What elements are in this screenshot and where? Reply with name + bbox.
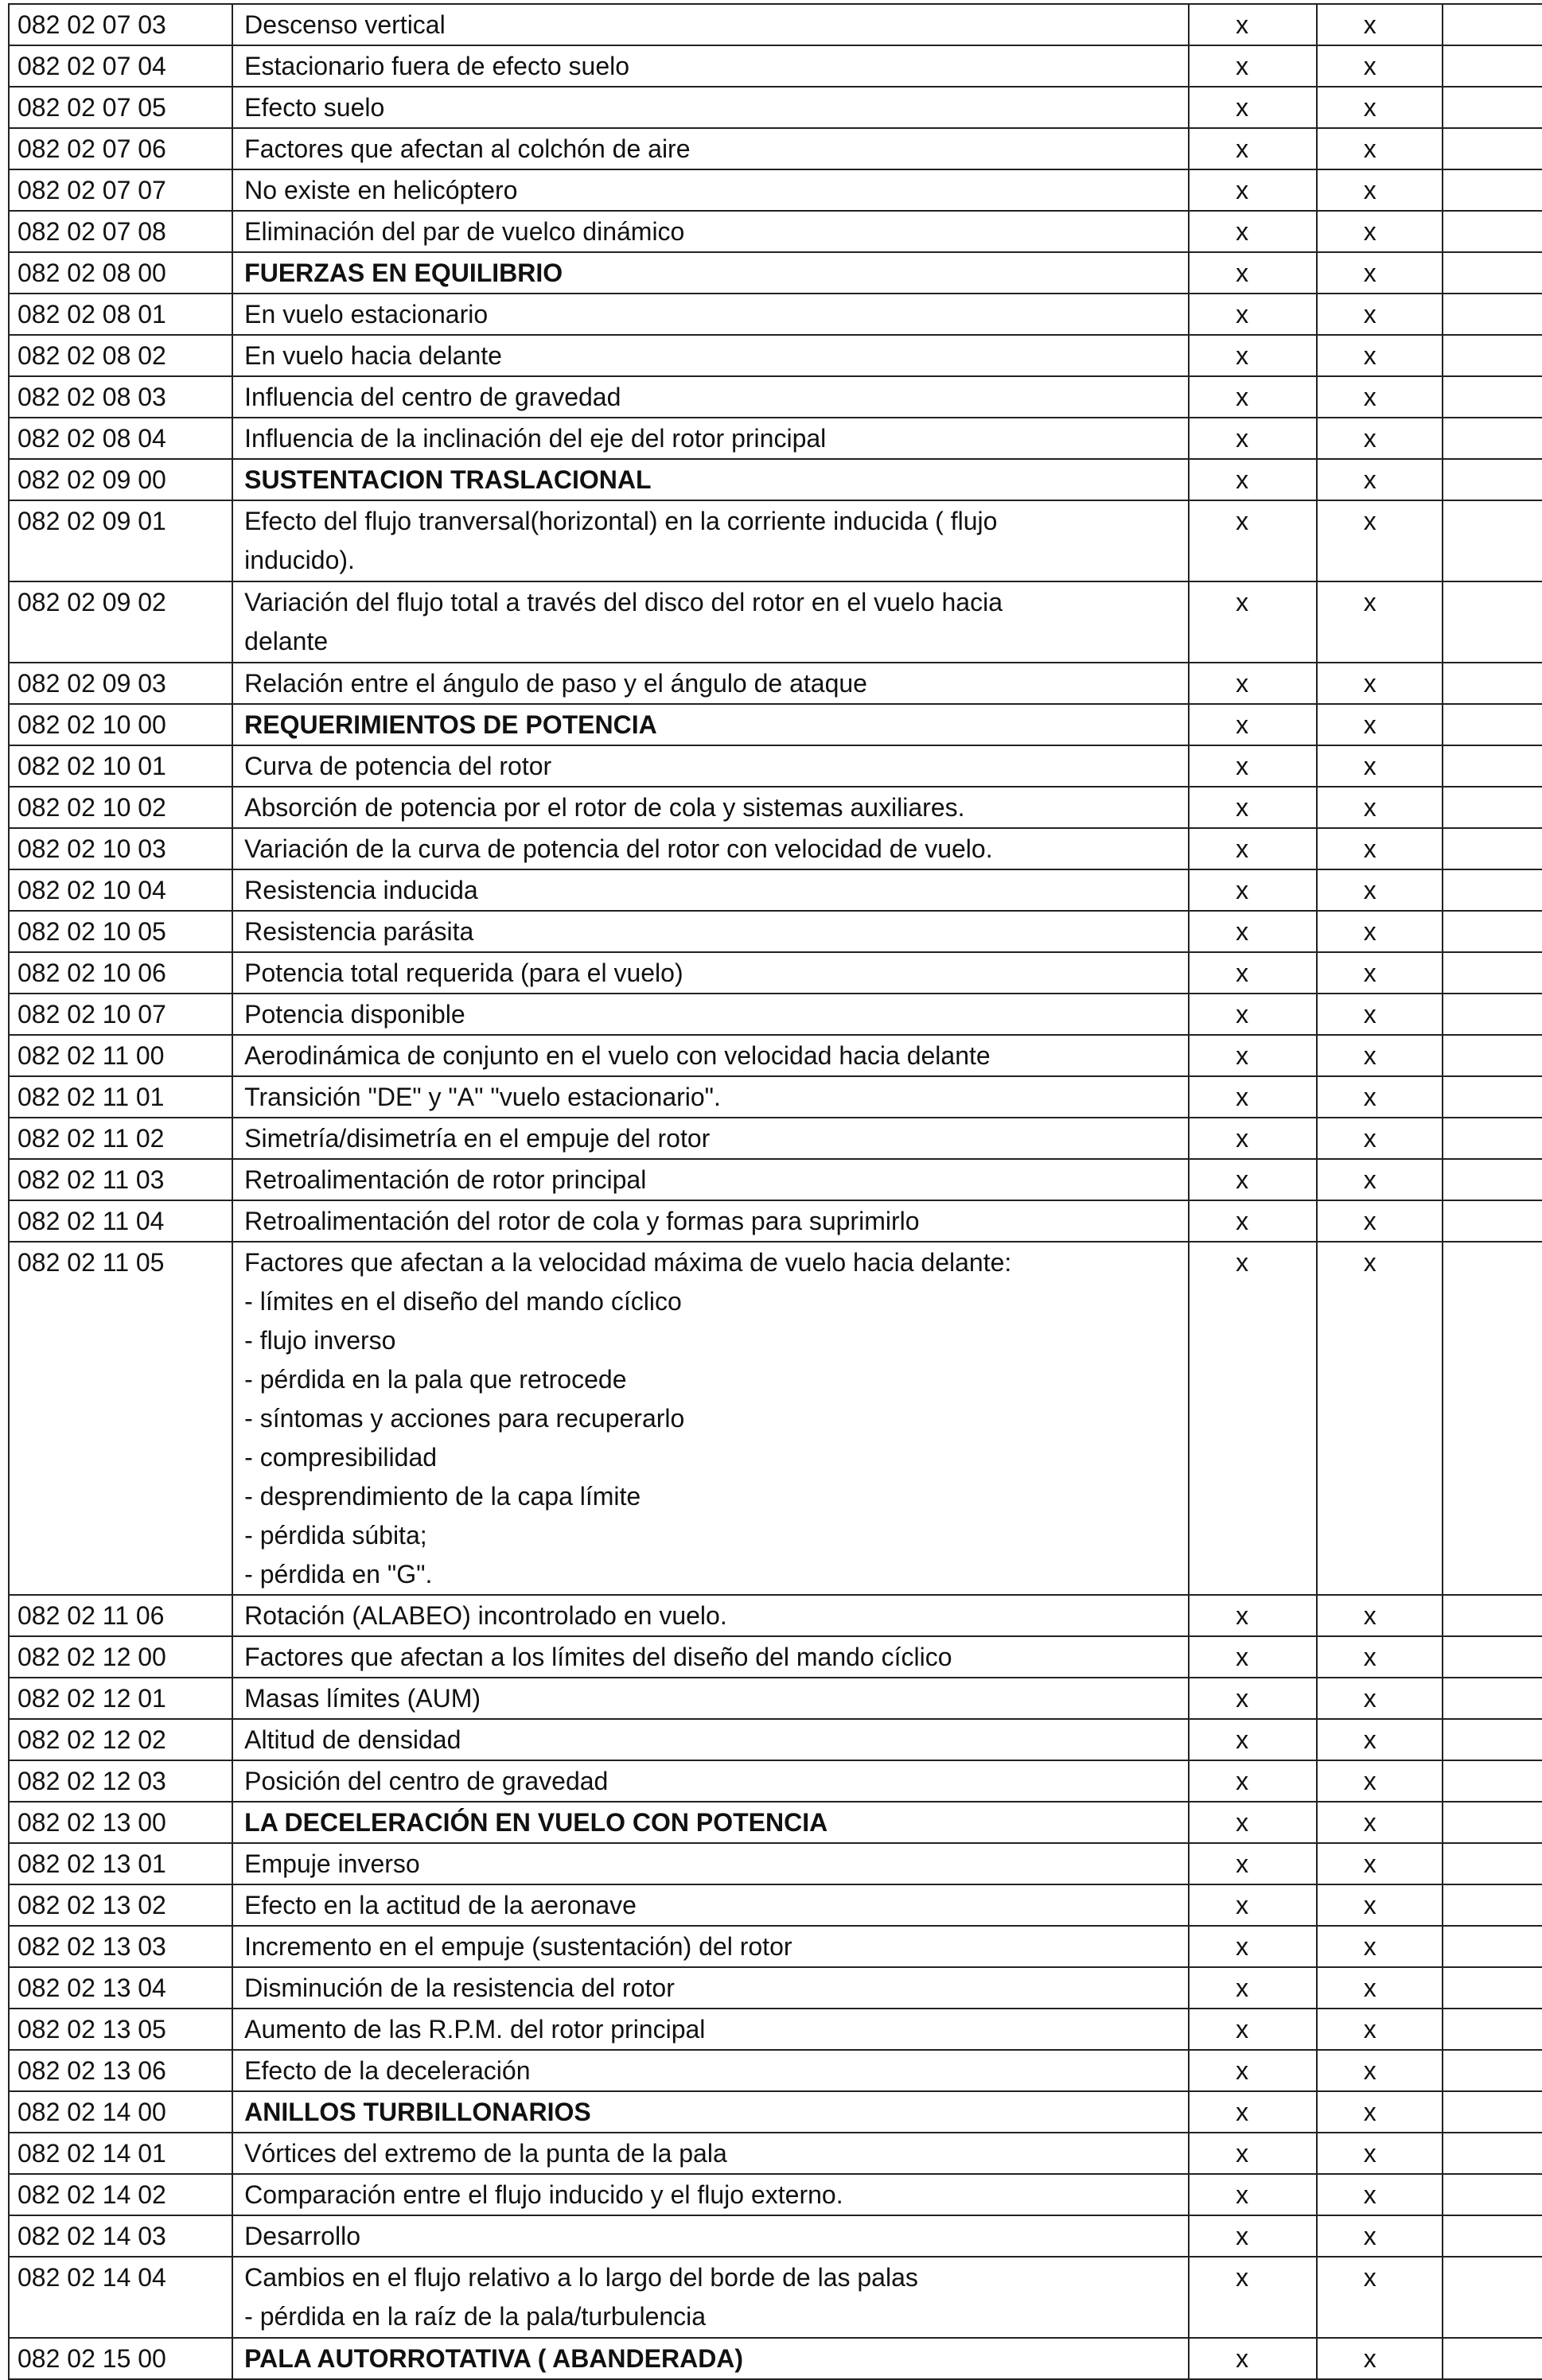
table-row — [9, 1035, 1542, 1076]
applicability-mark-cell-1: x — [1189, 1636, 1317, 1678]
subject-description-cell: Efecto de la deceleración — [232, 2050, 1189, 2091]
subject-description-cell: Potencia disponible — [232, 994, 1189, 1035]
subject-description-cell: Altitud de densidad — [232, 1719, 1189, 1760]
table-row — [9, 828, 1542, 869]
table-row — [9, 787, 1542, 828]
table-row — [9, 335, 1542, 376]
table-row — [9, 581, 1542, 663]
applicability-mark-cell-2: x — [1317, 1076, 1443, 1118]
subject-description-cell: Retroalimentación del rotor de cola y formas para suprimirlo — [232, 1200, 1189, 1242]
subject-description-cell: Rotación (ALABEO) incontrolado en vuelo. — [232, 1595, 1189, 1636]
empty-cell — [1443, 1159, 1542, 1200]
applicability-mark-cell-2: x — [1317, 994, 1443, 1035]
applicability-mark-cell-1: x — [1189, 994, 1317, 1035]
subject-code-cell: 082 02 10 01 — [9, 745, 232, 787]
table-row — [9, 2174, 1542, 2215]
applicability-mark-cell-2: x — [1317, 911, 1443, 952]
subject-code-cell: 082 02 10 07 — [9, 994, 232, 1035]
applicability-mark-cell-1: x — [1189, 294, 1317, 335]
subject-code-cell: 082 02 11 05 — [9, 1242, 232, 1595]
empty-cell — [1443, 911, 1542, 952]
applicability-mark-cell-2: x — [1317, 1843, 1443, 1884]
table-row — [9, 1242, 1542, 1595]
table-row — [9, 459, 1542, 500]
applicability-mark-cell-1: x — [1189, 4, 1317, 45]
applicability-mark-cell-2: x — [1317, 376, 1443, 418]
applicability-mark-cell-2: x — [1317, 828, 1443, 869]
empty-cell — [1443, 1595, 1542, 1636]
subject-description-cell: PALA AUTORROTATIVA ( ABANDERADA) — [232, 2338, 1189, 2379]
empty-cell — [1443, 1200, 1542, 1242]
subject-code-cell: 082 02 13 00 — [9, 1802, 232, 1843]
applicability-mark-cell-1: x — [1189, 952, 1317, 994]
table-row — [9, 211, 1542, 252]
applicability-mark-cell-2: x — [1317, 459, 1443, 500]
subject-code-cell: 082 02 07 06 — [9, 128, 232, 169]
subject-code-cell: 082 02 09 00 — [9, 459, 232, 500]
empty-cell — [1443, 2257, 1542, 2338]
empty-cell — [1443, 169, 1542, 211]
empty-cell — [1443, 459, 1542, 500]
subject-code-cell: 082 02 15 00 — [9, 2338, 232, 2379]
applicability-mark-cell-1: x — [1189, 45, 1317, 87]
applicability-mark-cell-2: x — [1317, 1926, 1443, 1967]
table-row — [9, 1760, 1542, 1802]
table-row — [9, 2091, 1542, 2133]
subject-code-cell: 082 02 10 06 — [9, 952, 232, 994]
subject-description-cell: Curva de potencia del rotor — [232, 745, 1189, 787]
applicability-mark-cell-1: x — [1189, 1843, 1317, 1884]
applicability-mark-cell-2: x — [1317, 87, 1443, 128]
subject-description-cell: Transición "DE" y "A" "vuelo estacionario". — [232, 1076, 1189, 1118]
applicability-mark-cell-2: x — [1317, 2133, 1443, 2174]
applicability-mark-cell-2: x — [1317, 2338, 1443, 2379]
applicability-mark-cell-2: x — [1317, 252, 1443, 294]
applicability-mark-cell-2: x — [1317, 1802, 1443, 1843]
table-row — [9, 663, 1542, 704]
subject-description-cell: ANILLOS TURBILLONARIOS — [232, 2091, 1189, 2133]
applicability-mark-cell-1: x — [1189, 1595, 1317, 1636]
applicability-mark-cell-2: x — [1317, 745, 1443, 787]
subject-description-cell: Comparación entre el flujo inducido y el flujo externo. — [232, 2174, 1189, 2215]
subject-description-cell: Potencia total requerida (para el vuelo) — [232, 952, 1189, 994]
empty-cell — [1443, 1926, 1542, 1967]
empty-cell — [1443, 1678, 1542, 1719]
table-row — [9, 1926, 1542, 1967]
applicability-mark-cell-1: x — [1189, 1159, 1317, 1200]
applicability-mark-cell-2: x — [1317, 2215, 1443, 2257]
empty-cell — [1443, 745, 1542, 787]
empty-cell — [1443, 2215, 1542, 2257]
table-row — [9, 1118, 1542, 1159]
applicability-mark-cell-1: x — [1189, 418, 1317, 459]
subject-code-cell: 082 02 11 04 — [9, 1200, 232, 1242]
table-row — [9, 1884, 1542, 1926]
applicability-mark-cell-2: x — [1317, 581, 1443, 663]
table-row — [9, 1678, 1542, 1719]
applicability-mark-cell-2: x — [1317, 1242, 1443, 1595]
empty-cell — [1443, 2091, 1542, 2133]
applicability-mark-cell-2: x — [1317, 335, 1443, 376]
applicability-mark-cell-1: x — [1189, 459, 1317, 500]
subject-description-cell: Relación entre el ángulo de paso y el ángulo de ataque — [232, 663, 1189, 704]
subject-code-cell: 082 02 10 02 — [9, 787, 232, 828]
subject-description-cell: Empuje inverso — [232, 1843, 1189, 1884]
applicability-mark-cell-2: x — [1317, 1595, 1443, 1636]
table-row — [9, 1076, 1542, 1118]
subject-description-cell: Efecto suelo — [232, 87, 1189, 128]
applicability-mark-cell-1: x — [1189, 2050, 1317, 2091]
empty-cell — [1443, 1802, 1542, 1843]
applicability-mark-cell-1: x — [1189, 1118, 1317, 1159]
table-row — [9, 500, 1542, 581]
empty-cell — [1443, 828, 1542, 869]
table-row — [9, 1802, 1542, 1843]
empty-cell — [1443, 787, 1542, 828]
subject-code-cell: 082 02 11 06 — [9, 1595, 232, 1636]
applicability-mark-cell-2: x — [1317, 4, 1443, 45]
empty-cell — [1443, 2174, 1542, 2215]
applicability-mark-cell-1: x — [1189, 1967, 1317, 2009]
applicability-mark-cell-1: x — [1189, 1678, 1317, 1719]
applicability-mark-cell-1: x — [1189, 581, 1317, 663]
empty-cell — [1443, 2338, 1542, 2379]
subject-code-cell: 082 02 08 03 — [9, 376, 232, 418]
empty-cell — [1443, 2009, 1542, 2050]
subject-description-cell: Disminución de la resistencia del rotor — [232, 1967, 1189, 2009]
subject-code-cell: 082 02 10 03 — [9, 828, 232, 869]
table-row — [9, 1595, 1542, 1636]
empty-cell — [1443, 1242, 1542, 1595]
subject-description-cell: Aumento de las R.P.M. del rotor principal — [232, 2009, 1189, 2050]
applicability-mark-cell-2: x — [1317, 500, 1443, 581]
applicability-mark-cell-2: x — [1317, 869, 1443, 911]
empty-cell — [1443, 211, 1542, 252]
applicability-mark-cell-1: x — [1189, 335, 1317, 376]
subject-code-cell: 082 02 09 03 — [9, 663, 232, 704]
empty-cell — [1443, 87, 1542, 128]
subject-description-cell: Vórtices del extremo de la punta de la pala — [232, 2133, 1189, 2174]
applicability-mark-cell-1: x — [1189, 2009, 1317, 2050]
empty-cell — [1443, 952, 1542, 994]
empty-cell — [1443, 1719, 1542, 1760]
applicability-mark-cell-1: x — [1189, 1719, 1317, 1760]
subject-code-cell: 082 02 08 01 — [9, 294, 232, 335]
applicability-mark-cell-1: x — [1189, 2215, 1317, 2257]
subject-code-cell: 082 02 08 00 — [9, 252, 232, 294]
table-row — [9, 994, 1542, 1035]
applicability-mark-cell-1: x — [1189, 1760, 1317, 1802]
empty-cell — [1443, 128, 1542, 169]
table-row — [9, 128, 1542, 169]
empty-cell — [1443, 252, 1542, 294]
applicability-mark-cell-1: x — [1189, 1884, 1317, 1926]
subject-code-cell: 082 02 14 02 — [9, 2174, 232, 2215]
applicability-mark-cell-2: x — [1317, 1636, 1443, 1678]
table-row — [9, 952, 1542, 994]
subject-code-cell: 082 02 09 01 — [9, 500, 232, 581]
applicability-mark-cell-1: x — [1189, 1076, 1317, 1118]
subject-code-cell: 082 02 14 04 — [9, 2257, 232, 2338]
empty-cell — [1443, 45, 1542, 87]
table-row — [9, 1843, 1542, 1884]
subject-code-cell: 082 02 11 00 — [9, 1035, 232, 1076]
syllabus-table — [8, 3, 1542, 2380]
subject-code-cell: 082 02 14 01 — [9, 2133, 232, 2174]
subject-code-cell: 082 02 10 04 — [9, 869, 232, 911]
applicability-mark-cell-1: x — [1189, 1802, 1317, 1843]
subject-code-cell: 082 02 13 06 — [9, 2050, 232, 2091]
subject-description-cell: Cambios en el flujo relativo a lo largo del borde de las palas - pérdida en la raíz de la pala/turbulencia — [232, 2257, 1189, 2338]
applicability-mark-cell-2: x — [1317, 1118, 1443, 1159]
subject-description-cell: Factores que afectan a los límites del diseño del mando cíclico — [232, 1636, 1189, 1678]
applicability-mark-cell-2: x — [1317, 1035, 1443, 1076]
table-row — [9, 2215, 1542, 2257]
subject-description-cell: Descenso vertical — [232, 4, 1189, 45]
empty-cell — [1443, 2050, 1542, 2091]
applicability-mark-cell-1: x — [1189, 252, 1317, 294]
subject-code-cell: 082 02 11 03 — [9, 1159, 232, 1200]
applicability-mark-cell-2: x — [1317, 169, 1443, 211]
subject-description-cell: SUSTENTACION TRASLACIONAL — [232, 459, 1189, 500]
applicability-mark-cell-2: x — [1317, 1967, 1443, 2009]
applicability-mark-cell-2: x — [1317, 952, 1443, 994]
subject-description-cell: Factores que afectan al colchón de aire — [232, 128, 1189, 169]
subject-code-cell: 082 02 14 03 — [9, 2215, 232, 2257]
subject-code-cell: 082 02 13 03 — [9, 1926, 232, 1967]
applicability-mark-cell-1: x — [1189, 2174, 1317, 2215]
applicability-mark-cell-2: x — [1317, 2174, 1443, 2215]
applicability-mark-cell-1: x — [1189, 745, 1317, 787]
subject-code-cell: 082 02 13 02 — [9, 1884, 232, 1926]
table-row — [9, 911, 1542, 952]
applicability-mark-cell-1: x — [1189, 704, 1317, 745]
empty-cell — [1443, 869, 1542, 911]
subject-description-cell: Resistencia inducida — [232, 869, 1189, 911]
subject-code-cell: 082 02 10 05 — [9, 911, 232, 952]
empty-cell — [1443, 581, 1542, 663]
subject-code-cell: 082 02 13 04 — [9, 1967, 232, 2009]
subject-description-cell: Eliminación del par de vuelco dinámico — [232, 211, 1189, 252]
subject-code-cell: 082 02 13 05 — [9, 2009, 232, 2050]
empty-cell — [1443, 2133, 1542, 2174]
subject-code-cell: 082 02 11 01 — [9, 1076, 232, 1118]
applicability-mark-cell-1: x — [1189, 128, 1317, 169]
applicability-mark-cell-1: x — [1189, 1035, 1317, 1076]
applicability-mark-cell-2: x — [1317, 663, 1443, 704]
applicability-mark-cell-2: x — [1317, 2009, 1443, 2050]
subject-description-cell: Factores que afectan a la velocidad máxima de vuelo hacia delante: - límites en el diseño del mando cíclico - flujo inverso - pérdida en la pala que retrocede - síntomas y acciones para recuperarlo - compresibilidad - desprendimiento de la capa límite - pérdida súbita; - pérdida en "G". — [232, 1242, 1189, 1595]
empty-cell — [1443, 994, 1542, 1035]
table-row — [9, 1200, 1542, 1242]
syllabus-table-body — [9, 4, 1542, 2379]
empty-cell — [1443, 4, 1542, 45]
subject-description-cell: FUERZAS EN EQUILIBRIO — [232, 252, 1189, 294]
table-row — [9, 2009, 1542, 2050]
applicability-mark-cell-2: x — [1317, 1159, 1443, 1200]
applicability-mark-cell-2: x — [1317, 418, 1443, 459]
applicability-mark-cell-1: x — [1189, 911, 1317, 952]
applicability-mark-cell-1: x — [1189, 1242, 1317, 1595]
applicability-mark-cell-1: x — [1189, 2133, 1317, 2174]
subject-code-cell: 082 02 07 03 — [9, 4, 232, 45]
applicability-mark-cell-2: x — [1317, 2050, 1443, 2091]
subject-description-cell: Efecto en la actitud de la aeronave — [232, 1884, 1189, 1926]
empty-cell — [1443, 663, 1542, 704]
table-row — [9, 169, 1542, 211]
table-row — [9, 294, 1542, 335]
empty-cell — [1443, 1118, 1542, 1159]
subject-description-cell: Posición del centro de gravedad — [232, 1760, 1189, 1802]
table-row — [9, 2257, 1542, 2338]
table-row — [9, 2050, 1542, 2091]
subject-description-cell: Aerodinámica de conjunto en el vuelo con velocidad hacia delante — [232, 1035, 1189, 1076]
subject-code-cell: 082 02 07 08 — [9, 211, 232, 252]
subject-description-cell: REQUERIMIENTOS DE POTENCIA — [232, 704, 1189, 745]
applicability-mark-cell-1: x — [1189, 663, 1317, 704]
subject-description-cell: Estacionario fuera de efecto suelo — [232, 45, 1189, 87]
empty-cell — [1443, 704, 1542, 745]
applicability-mark-cell-1: x — [1189, 828, 1317, 869]
empty-cell — [1443, 1843, 1542, 1884]
table-row — [9, 1967, 1542, 2009]
applicability-mark-cell-1: x — [1189, 169, 1317, 211]
subject-description-cell: Efecto del flujo tranversal(horizontal) en la corriente inducida ( flujo inducido). — [232, 500, 1189, 581]
applicability-mark-cell-2: x — [1317, 1678, 1443, 1719]
subject-description-cell: Retroalimentación de rotor principal — [232, 1159, 1189, 1200]
table-row — [9, 745, 1542, 787]
table-row — [9, 704, 1542, 745]
applicability-mark-cell-1: x — [1189, 1926, 1317, 1967]
applicability-mark-cell-1: x — [1189, 2257, 1317, 2338]
subject-description-cell: Influencia de la inclinación del eje del rotor principal — [232, 418, 1189, 459]
table-row — [9, 2338, 1542, 2379]
applicability-mark-cell-2: x — [1317, 2091, 1443, 2133]
subject-description-cell: Resistencia parásita — [232, 911, 1189, 952]
subject-code-cell: 082 02 14 00 — [9, 2091, 232, 2133]
subject-description-cell: Absorción de potencia por el rotor de cola y sistemas auxiliares. — [232, 787, 1189, 828]
subject-description-cell: Variación de la curva de potencia del rotor con velocidad de vuelo. — [232, 828, 1189, 869]
subject-description-cell: No existe en helicóptero — [232, 169, 1189, 211]
subject-code-cell: 082 02 07 07 — [9, 169, 232, 211]
subject-code-cell: 082 02 09 02 — [9, 581, 232, 663]
subject-description-cell: Variación del flujo total a través del disco del rotor en el vuelo hacia delante — [232, 581, 1189, 663]
subject-code-cell: 082 02 08 02 — [9, 335, 232, 376]
empty-cell — [1443, 1076, 1542, 1118]
subject-description-cell: En vuelo hacia delante — [232, 335, 1189, 376]
table-row — [9, 1636, 1542, 1678]
table-row — [9, 87, 1542, 128]
empty-cell — [1443, 335, 1542, 376]
applicability-mark-cell-2: x — [1317, 211, 1443, 252]
table-row — [9, 1159, 1542, 1200]
applicability-mark-cell-2: x — [1317, 294, 1443, 335]
empty-cell — [1443, 1636, 1542, 1678]
subject-description-cell: Simetría/disimetría en el empuje del rotor — [232, 1118, 1189, 1159]
applicability-mark-cell-2: x — [1317, 128, 1443, 169]
applicability-mark-cell-2: x — [1317, 787, 1443, 828]
applicability-mark-cell-2: x — [1317, 1719, 1443, 1760]
empty-cell — [1443, 1035, 1542, 1076]
applicability-mark-cell-1: x — [1189, 869, 1317, 911]
subject-description-cell: Influencia del centro de gravedad — [232, 376, 1189, 418]
table-row — [9, 1719, 1542, 1760]
applicability-mark-cell-1: x — [1189, 1200, 1317, 1242]
subject-description-cell: LA DECELERACIÓN EN VUELO CON POTENCIA — [232, 1802, 1189, 1843]
empty-cell — [1443, 376, 1542, 418]
applicability-mark-cell-1: x — [1189, 2091, 1317, 2133]
applicability-mark-cell-1: x — [1189, 500, 1317, 581]
applicability-mark-cell-2: x — [1317, 45, 1443, 87]
table-row — [9, 418, 1542, 459]
subject-code-cell: 082 02 12 00 — [9, 1636, 232, 1678]
empty-cell — [1443, 1760, 1542, 1802]
subject-code-cell: 082 02 08 04 — [9, 418, 232, 459]
subject-code-cell: 082 02 12 01 — [9, 1678, 232, 1719]
subject-description-cell: Desarrollo — [232, 2215, 1189, 2257]
subject-code-cell: 082 02 12 03 — [9, 1760, 232, 1802]
subject-description-cell: En vuelo estacionario — [232, 294, 1189, 335]
empty-cell — [1443, 500, 1542, 581]
applicability-mark-cell-1: x — [1189, 87, 1317, 128]
applicability-mark-cell-2: x — [1317, 1760, 1443, 1802]
subject-code-cell: 082 02 11 02 — [9, 1118, 232, 1159]
subject-description-cell: Masas límites (AUM) — [232, 1678, 1189, 1719]
empty-cell — [1443, 294, 1542, 335]
subject-description-cell: Incremento en el empuje (sustentación) del rotor — [232, 1926, 1189, 1967]
applicability-mark-cell-1: x — [1189, 2338, 1317, 2379]
empty-cell — [1443, 418, 1542, 459]
applicability-mark-cell-2: x — [1317, 704, 1443, 745]
empty-cell — [1443, 1884, 1542, 1926]
applicability-mark-cell-1: x — [1189, 787, 1317, 828]
empty-cell — [1443, 1967, 1542, 2009]
subject-code-cell: 082 02 07 04 — [9, 45, 232, 87]
table-row — [9, 2133, 1542, 2174]
applicability-mark-cell-2: x — [1317, 2257, 1443, 2338]
table-row — [9, 252, 1542, 294]
subject-code-cell: 082 02 12 02 — [9, 1719, 232, 1760]
table-row — [9, 869, 1542, 911]
subject-code-cell: 082 02 10 00 — [9, 704, 232, 745]
applicability-mark-cell-2: x — [1317, 1200, 1443, 1242]
table-row — [9, 4, 1542, 45]
applicability-mark-cell-2: x — [1317, 1884, 1443, 1926]
applicability-mark-cell-1: x — [1189, 376, 1317, 418]
subject-code-cell: 082 02 13 01 — [9, 1843, 232, 1884]
table-row — [9, 45, 1542, 87]
table-row — [9, 376, 1542, 418]
applicability-mark-cell-1: x — [1189, 211, 1317, 252]
subject-code-cell: 082 02 07 05 — [9, 87, 232, 128]
